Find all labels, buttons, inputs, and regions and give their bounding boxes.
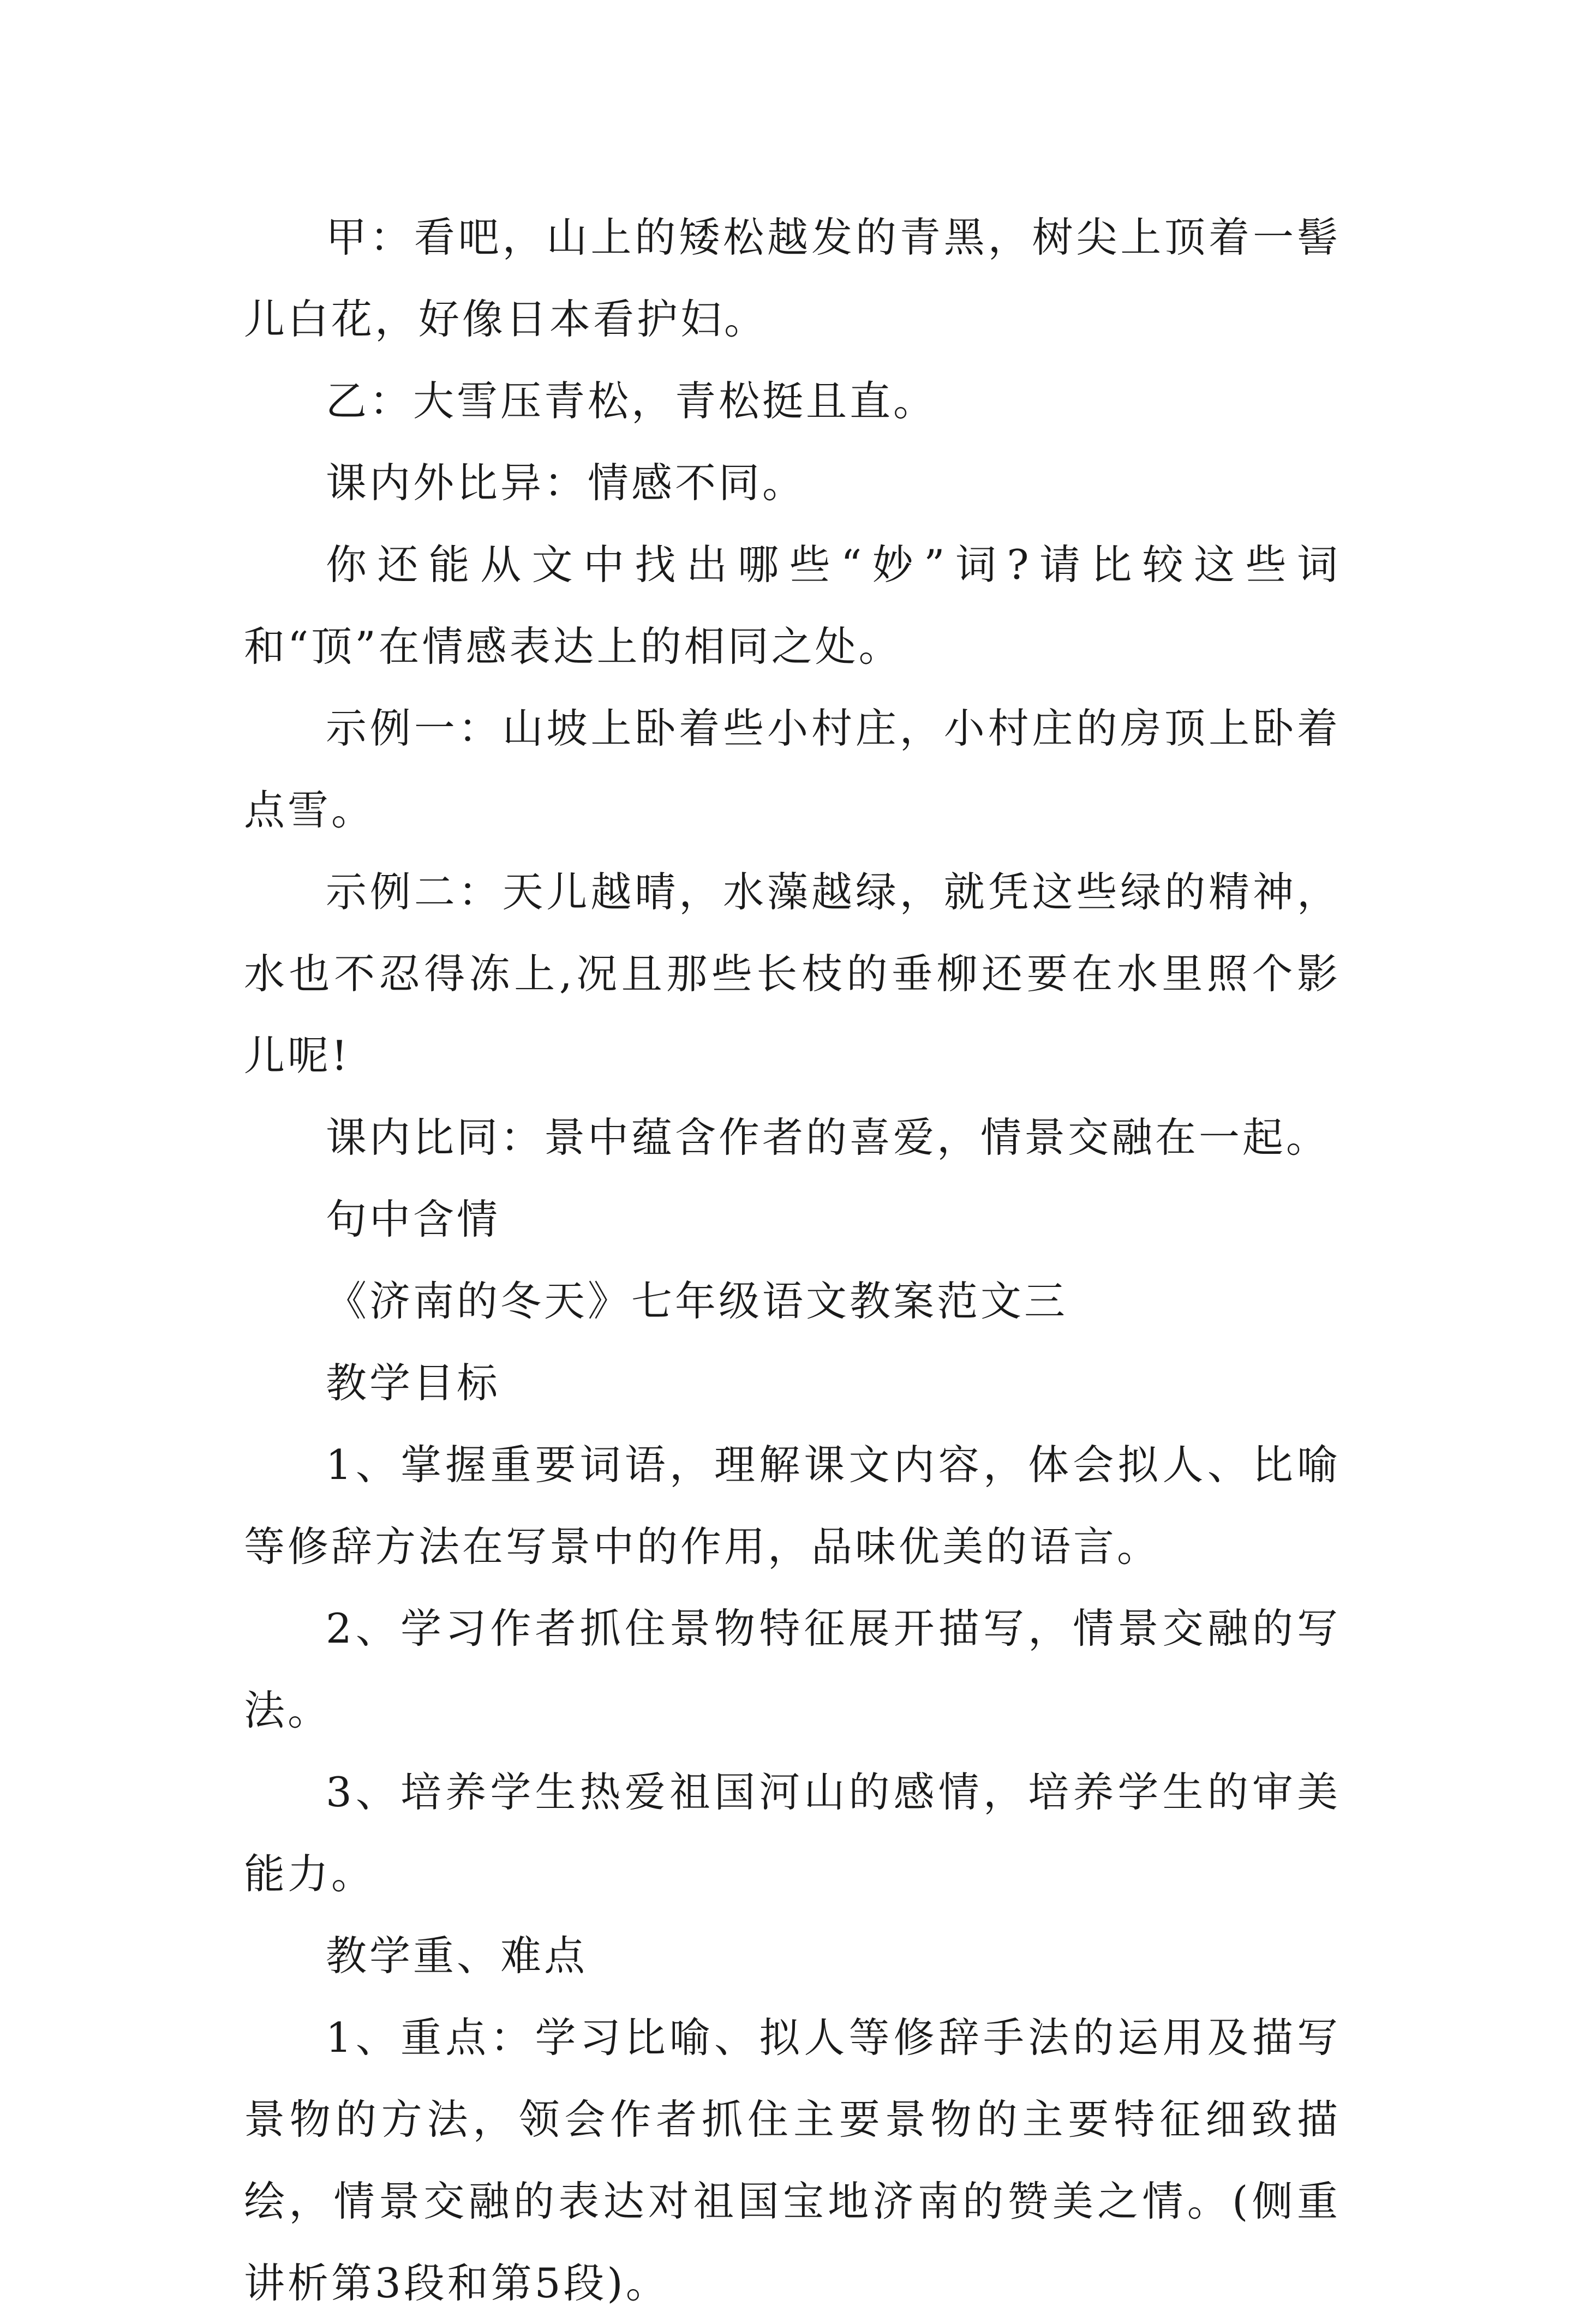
document-body (244, 196, 1341, 2324)
section-title: 《济南的冬天》七年级语文教案范文三 (326, 1277, 1068, 1325)
paragraph: 你还能从文中找出哪些“妙”词?请比较这些词和“顶”在情感表达上的相同之处。 (244, 541, 1341, 670)
paragraph: 示例二：天儿越晴，水藻越绿，就凭这些绿的精神，水也不忍得冻上,况且那些长枝的垂柳还要在水里照个影儿呢! (244, 868, 1341, 1080)
paragraph: 乙：大雪压青松，青松挺且直。 (326, 377, 937, 425)
section-heading: 教学重、难点 (326, 1932, 588, 1980)
section-heading: 教学目标 (326, 1359, 501, 1407)
paragraph: 句中含情 (326, 1195, 501, 1243)
paragraph: 课内外比异：情感不同。 (326, 459, 806, 507)
paragraph: 2、学习作者抓住景物特征展开描写，情景交融的写法。 (244, 1604, 1341, 1734)
paragraph: 课内比同：景中蕴含作者的喜爱，情景交融在一起。 (326, 1113, 1330, 1161)
paragraph: 3、培养学生热爱祖国河山的感情，培养学生的审美能力。 (244, 1768, 1341, 1898)
paragraph: 1、掌握重要词语，理解课文内容，体会拟人、比喻等修辞方法在写景中的作用，品味优美的语言。 (244, 1441, 1341, 1571)
paragraph: 1、重点：学习比喻、拟人等修辞手法的运用及描写景物的方法，领会作者抓住主要景物的主要特征细致描绘，情景交融的表达对祖国宝地济南的赞美之情。(侧重讲析第3段和第5段)。 (244, 2014, 1341, 2307)
paragraph: 甲：看吧，山上的矮松越发的青黑，树尖上顶着一髻儿白花，好像日本看护妇。 (244, 213, 1341, 343)
paragraph: 示例一：山坡上卧着些小村庄，小村庄的房顶上卧着点雪。 (244, 704, 1341, 834)
